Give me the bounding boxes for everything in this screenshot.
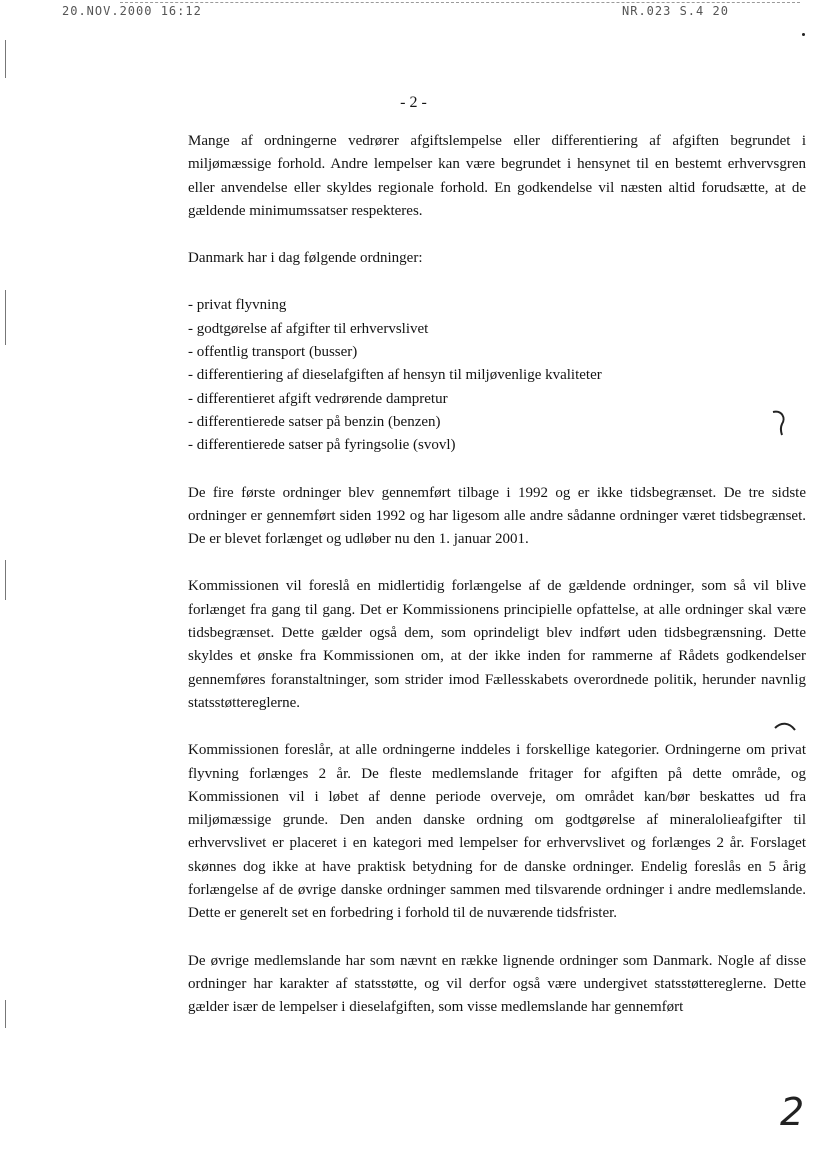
- list-item: - differentierede satser på fyringsolie (svovl): [188, 434, 806, 457]
- fax-header-right: NR.023 S.4 20: [622, 4, 729, 18]
- fax-header-rule: [120, 2, 800, 3]
- paragraph: Kommissionen foreslår, at alle ordningerne inddeles i forskellige kategorier. Ordningerne om privat flyvning forlænges 2 år. De fleste medlemslande fritager for afgiften på dette område, og Kommissionen vil i løbet af denne periode overveje, om området kan/bør beskattes ud fra miljømæssige grunde. Den anden danske ordning om godtgørelse af mineralolieafgifter til erhvervslivet er placeret i en kategori med lempelser for erhvervslivet og forlænges 2 år. Forslaget skønnes dog ikke at have praktisk betydning for de danske ordninger. Endelig foreslås en 5 årig forlængelse af de øvrige danske ordninger sammen med tilsvarende ordninger i andre medlemslande. Dette er generelt set en forbedring i forhold til de nuværende tidsfrister.: [188, 742, 806, 922]
- list-item: - differentieret afgift vedrørende dampretur: [188, 388, 806, 411]
- list-item: - godtgørelse af afgifter til erhvervslivet: [188, 318, 806, 341]
- fax-header: [62, 4, 762, 22]
- document-body: [188, 130, 806, 1044]
- list-intro: Danmark har i dag følgende ordninger:: [188, 250, 423, 267]
- paragraph: De fire første ordninger blev gennemført tilbage i 1992 og er ikke tidsbegrænset. De tre sidste ordninger er gennemført siden 1992 og har ligesom alle andre sådanne ordninger været tidsbegrænset. De er blevet forlænget og udløber nu den 1. januar 2001.: [188, 484, 806, 548]
- list-item: - privat flyvning: [188, 294, 806, 317]
- page-number: - 2 -: [400, 94, 427, 111]
- list-item: - differentiering af dieselafgiften af hensyn til miljøvenlige kvaliteter: [188, 364, 806, 387]
- scan-speck: [802, 33, 805, 36]
- scan-edge-mark: [5, 290, 6, 345]
- scan-edge-mark: [5, 560, 6, 600]
- fax-header-left: 20.NOV.2000 16:12: [62, 4, 202, 18]
- scan-edge-mark: [5, 40, 6, 78]
- list-item: - offentlig transport (busser): [188, 341, 806, 364]
- pen-mark-icon: [770, 408, 790, 436]
- paragraph: Kommissionen vil foreslå en midlertidig forlængelse af de gældende ordninger, som så vil blive forlænget fra gang til gang. Det er Kommissionens principielle opfattelse, at alle ordninger skal være tidsbegrænset. Dette gælder også dem, som oprindeligt blev indført uden tidsbegrænsning. Dette skyldes et ønske fra Kommissionen om, at der ikke inden for rammerne af Rådets godkendelser gennemføres foranstaltninger, som strider imod Fællesskabets overordnede politik, herunder navnlig statsstøttereglerne.: [188, 578, 806, 711]
- scan-edge-mark: [5, 1000, 6, 1028]
- pen-mark-icon: [773, 720, 797, 732]
- paragraph: De øvrige medlemslande har som nævnt en række lignende ordninger som Danmark. Nogle af disse ordninger har karakter af statsstøtte, og vil derfor også være undergivet statsstøttereglerne. Dette gælder især de lempelser i dieselafgiften, som visse medlemslande har gennemført: [188, 952, 806, 1016]
- list-item: - differentierede satser på benzin (benzen): [188, 411, 806, 434]
- paragraph: Mange af ordningerne vedrører afgiftslempelse eller differentiering af afgiften begrundet i miljømæssige forhold. Andre lempelser kan være begrundet i hensynet til en bestemt erhvervsgren eller anvendelse eller skyldes regionale forhold. En godkendelse vil næsten altid forudsætte, at de gældende minimumssatser respekteres.: [188, 133, 806, 219]
- ordning-list: [188, 294, 806, 457]
- handwritten-page-number: 2: [780, 1090, 805, 1134]
